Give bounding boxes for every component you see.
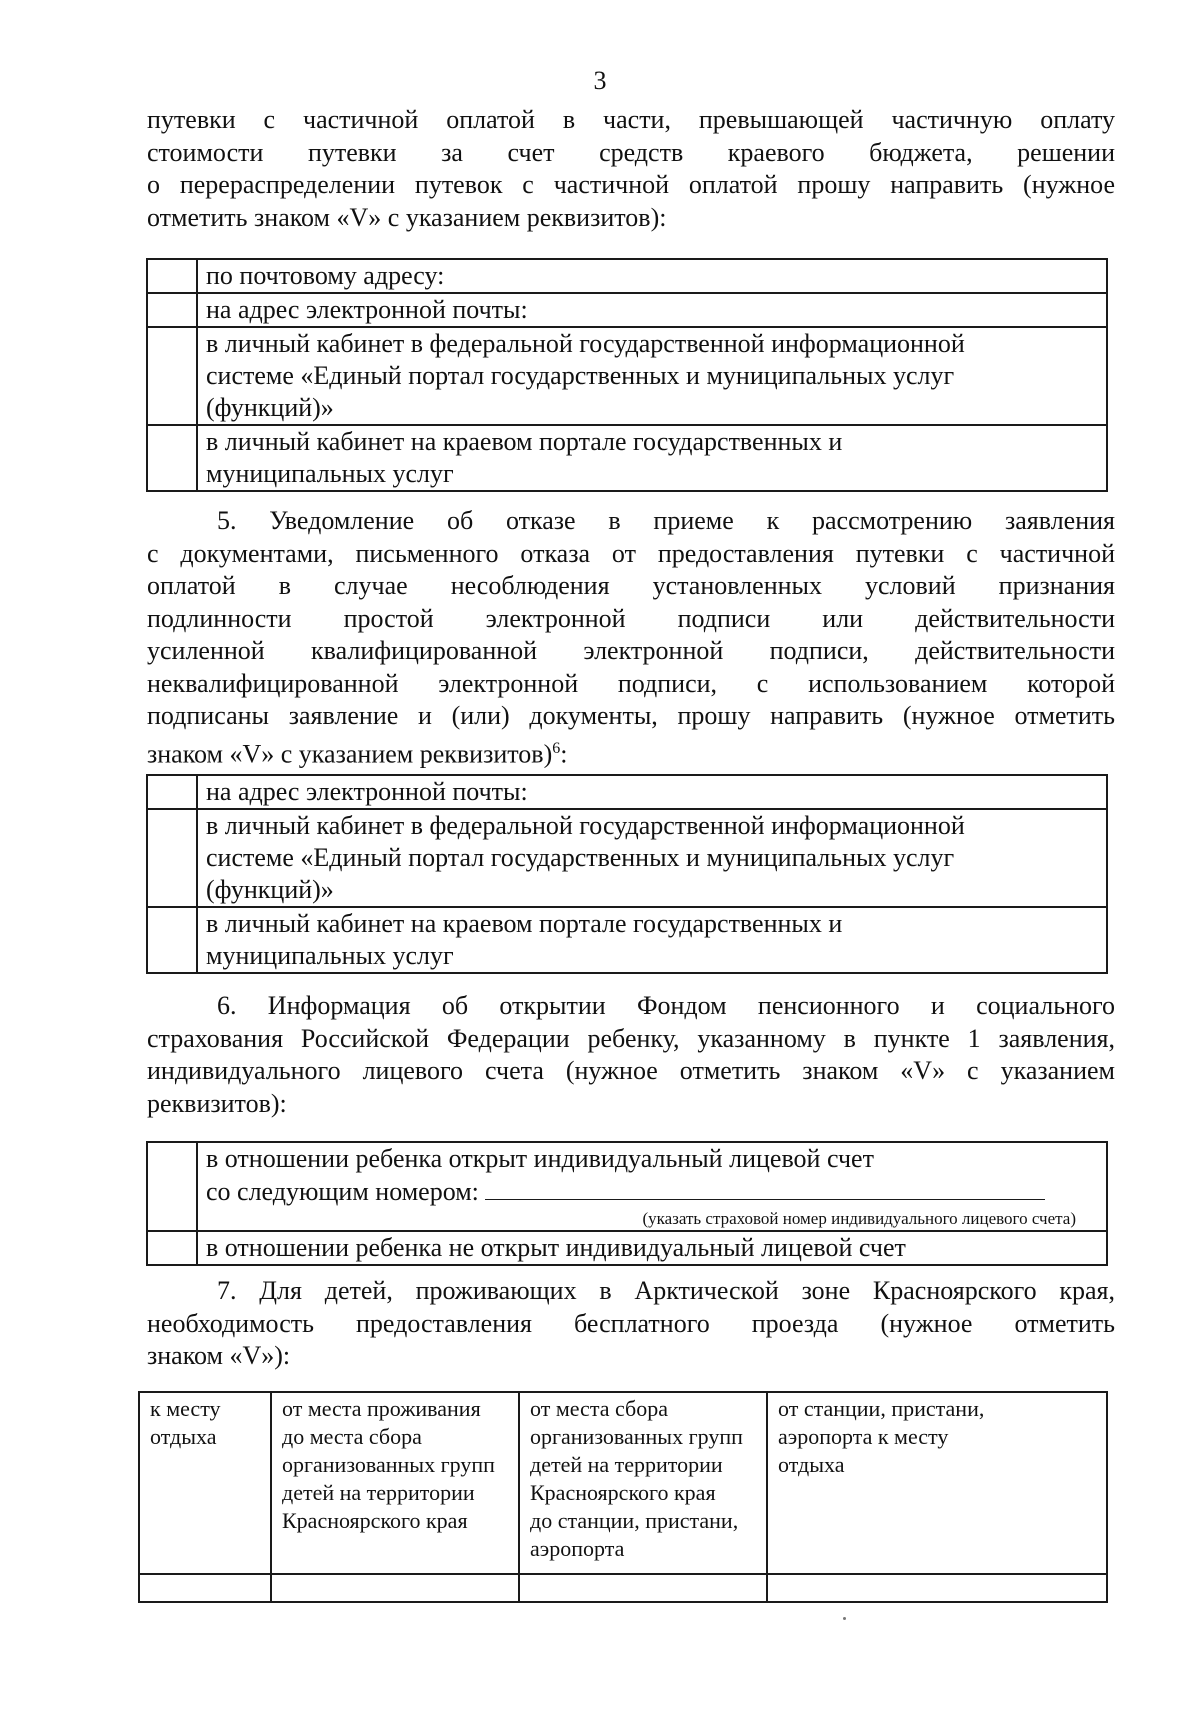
option-text: на адрес электронной почты: xyxy=(197,293,1107,327)
option-text: в отношении ребенка не открыт индивидуальный лицевой счет xyxy=(197,1231,1107,1265)
checkbox-cell[interactable] xyxy=(147,327,197,425)
text-line: усиленной квалифицированной электронной подписи, действительности xyxy=(147,636,1115,665)
option-text: в личный кабинет в федеральной государственной информационной системе «Единый портал государственных и муниципальных услуг (функций)» xyxy=(197,809,1107,907)
option-row xyxy=(147,293,1107,327)
travel-header-cell: от места проживания до места сбора организованных групп детей на территории Красноярского края xyxy=(271,1392,519,1574)
text-line: подписаны заявление и (или) документы, прошу направить (нужное отметить xyxy=(147,701,1115,730)
personal-account-table xyxy=(146,1141,1108,1266)
checkbox-cell[interactable] xyxy=(147,809,197,907)
text-line: отметить знаком «V» с указанием реквизитов): xyxy=(147,202,667,232)
text-line: реквизитов): xyxy=(147,1088,287,1118)
travel-header-cell: от станции, пристани, аэропорта к месту отдыха xyxy=(767,1392,1107,1574)
footnote-ref: 6 xyxy=(552,739,561,757)
travel-header-cell: к месту отдыха xyxy=(139,1392,271,1574)
checkbox-cell[interactable] xyxy=(147,425,197,491)
section-6-paragraph xyxy=(147,990,1115,1120)
option-row xyxy=(147,259,1107,293)
checkbox-cell[interactable] xyxy=(147,1142,197,1231)
option-row xyxy=(147,775,1107,809)
option-row xyxy=(147,809,1107,907)
checkbox-cell[interactable] xyxy=(147,293,197,327)
checkbox-cell[interactable] xyxy=(139,1574,271,1602)
text-line: необходимость предоставления бесплатного проезда (нужное отметить xyxy=(147,1308,1115,1338)
checkbox-cell[interactable] xyxy=(519,1574,767,1602)
text-line: с документами, письменного отказа от предоставления путевки с частичной xyxy=(147,538,1115,568)
text-line: подлинности простой электронной подписи или действительности xyxy=(147,603,1115,633)
text-line: знаком «V»): xyxy=(147,1341,291,1370)
travel-header-cell: от места сбора организованных групп детей на территории Красноярского края до станции, пристани, аэропорта xyxy=(519,1392,767,1574)
checkbox-cell[interactable] xyxy=(147,775,197,809)
option-row xyxy=(147,1231,1107,1265)
option-text: в личный кабинет на краевом портале государственных и муниципальных услуг xyxy=(197,425,1107,491)
checkbox-cell[interactable] xyxy=(271,1574,519,1602)
text-line: 6. Информация об открытии Фондом пенсионного и социального xyxy=(217,991,1115,1020)
checkbox-cell[interactable] xyxy=(767,1574,1107,1602)
option-text: по почтовому адресу: xyxy=(197,259,1107,293)
text-line: оплатой в случае несоблюдения установленных условий признания xyxy=(147,571,1115,600)
intro-paragraph xyxy=(147,104,1115,234)
option-row xyxy=(147,327,1107,425)
travel-header-row xyxy=(139,1392,1107,1574)
option-row xyxy=(147,425,1107,491)
account-number-hint: (указать страховой номер индивидуального лицевого счета) xyxy=(642,1209,1076,1228)
checkbox-cell[interactable] xyxy=(147,259,197,293)
travel-checkbox-row xyxy=(139,1574,1107,1602)
text-line: путевки с частичной оплатой в части, превышающей частичную оплату xyxy=(147,105,1115,134)
section-7-paragraph xyxy=(147,1275,1115,1373)
text-line: страхования Российской Федерации ребенку, указанному в пункте 1 заявления, xyxy=(147,1023,1115,1053)
scan-speck xyxy=(843,1617,846,1620)
text-line: 5. Уведомление об отказе в приеме к рассмотрению заявления xyxy=(217,506,1115,535)
option-row xyxy=(147,907,1107,973)
text-line: 7. Для детей, проживающих в Арктической зоне Красноярского края, xyxy=(217,1276,1115,1305)
text-line: знаком «V» с указанием реквизитов)$^6$: xyxy=(147,739,568,769)
checkbox-cell[interactable] xyxy=(147,1231,197,1265)
text-line: о перераспределении путевок с частичной оплатой прошу направить (нужное xyxy=(147,170,1115,199)
option-text: в отношении ребенка открыт индивидуальный лицевой счет со следующим номером: (указать страховой номер индивидуального лицевого счета) xyxy=(197,1142,1107,1231)
account-number-field[interactable] xyxy=(485,1175,1045,1200)
delivery-options-table-2 xyxy=(146,774,1108,974)
page-number: 3 xyxy=(593,66,607,95)
text-line: стоимости путевки за счет средств краевого бюджета, решении xyxy=(147,137,1115,167)
text-line: неквалифицированной электронной подписи, с использованием которой xyxy=(147,668,1115,698)
text-line: индивидуального лицевого счета (нужное отметить знаком «V» с указанием xyxy=(147,1056,1115,1085)
checkbox-cell[interactable] xyxy=(147,907,197,973)
option-text: на адрес электронной почты: xyxy=(197,775,1107,809)
section-5-paragraph xyxy=(147,505,1115,771)
delivery-options-table-1 xyxy=(146,258,1108,492)
option-text: в личный кабинет в федеральной государственной информационной системе «Единый портал государственных и муниципальных услуг (функций)» xyxy=(197,327,1107,425)
option-row xyxy=(147,1142,1107,1231)
option-text: в личный кабинет на краевом портале государственных и муниципальных услуг xyxy=(197,907,1107,973)
free-travel-table xyxy=(138,1391,1108,1603)
